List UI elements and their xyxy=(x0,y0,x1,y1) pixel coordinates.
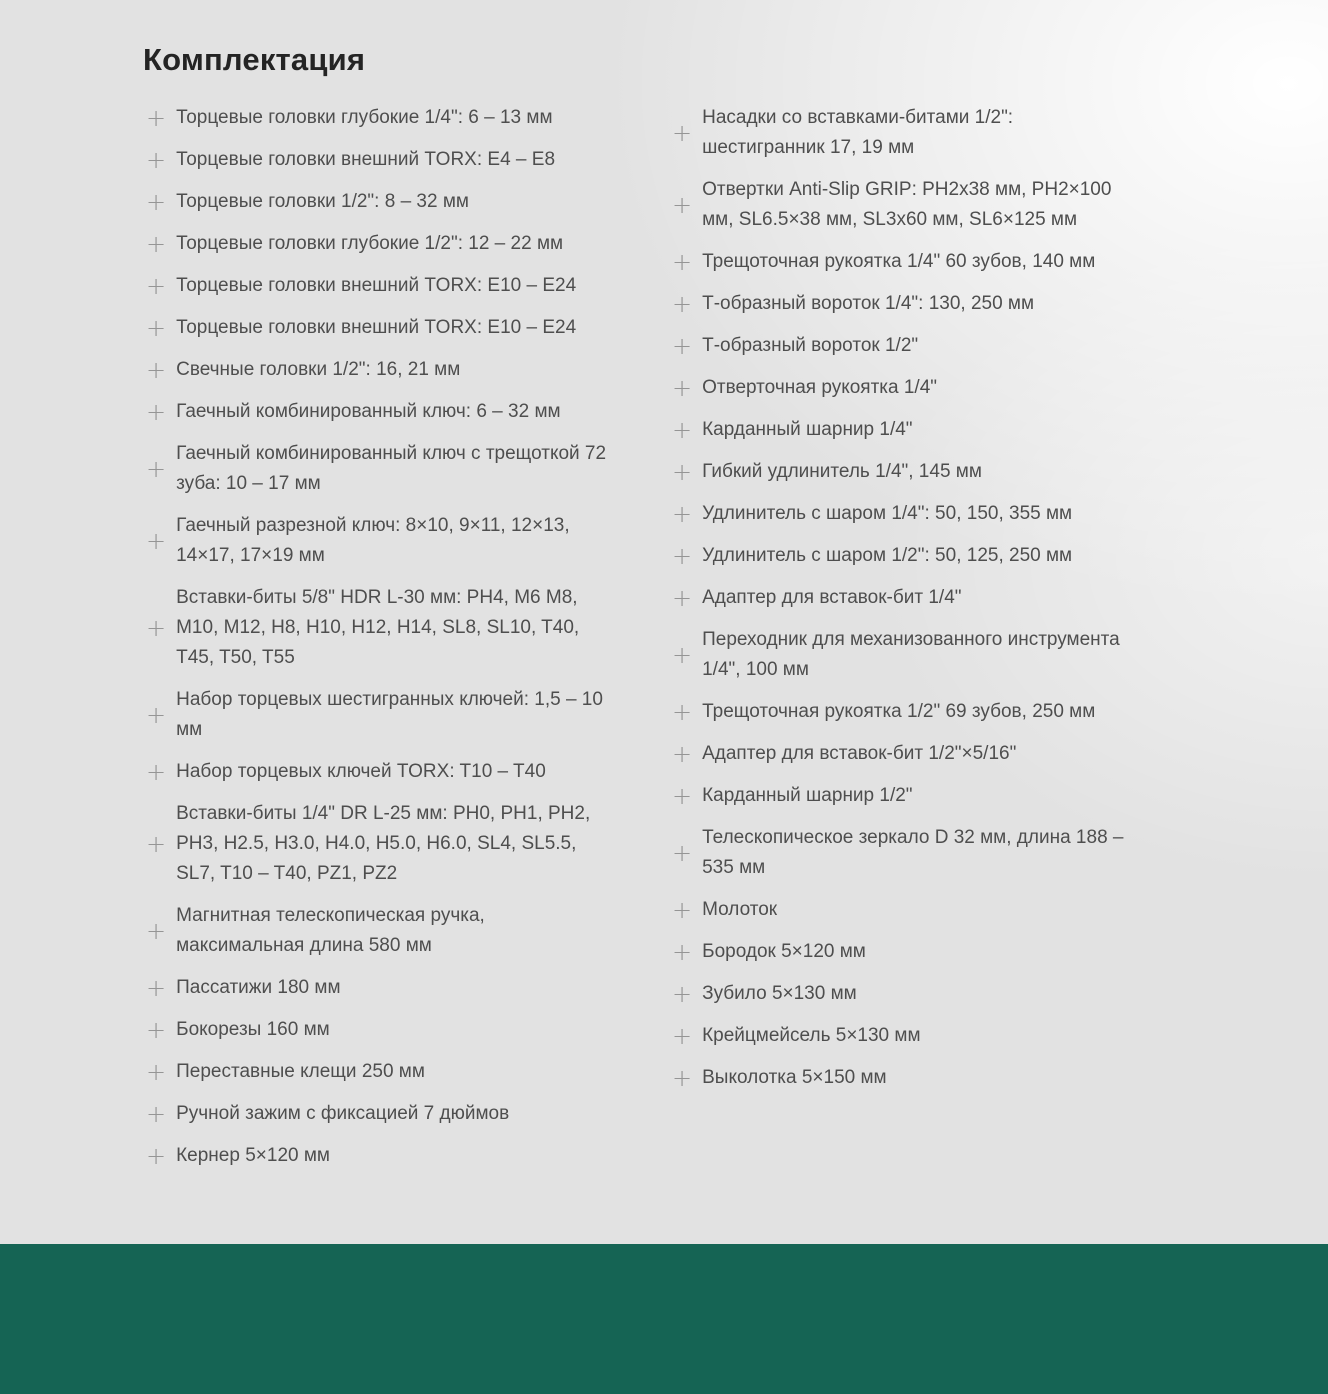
list-item-text: Свечные головки 1/2": 16, 21 мм xyxy=(176,359,461,380)
list-item-text: Удлинитель с шаром 1/2": 50, 125, 250 мм xyxy=(702,545,1073,566)
list-item xyxy=(146,1099,616,1129)
plus-icon: + xyxy=(146,614,167,642)
plus-icon: + xyxy=(146,356,167,384)
list-item xyxy=(672,823,1142,883)
list-item-text: Крейцмейсель 5×130 мм xyxy=(702,1025,921,1046)
list-item xyxy=(146,145,616,175)
list-item xyxy=(672,1021,1142,1051)
list-item-text: Торцевые головки внешний TORX: E10 – E24 xyxy=(176,275,577,296)
list-item xyxy=(146,103,616,133)
equipment-column-right xyxy=(672,103,1142,1093)
plus-icon: + xyxy=(146,701,167,729)
list-item-text: Пассатижи 180 мм xyxy=(176,977,341,998)
plus-icon: + xyxy=(672,248,693,276)
list-item-text: Гаечный комбинированный ключ: 6 – 32 мм xyxy=(176,401,561,422)
plus-icon: + xyxy=(672,980,693,1008)
plus-icon: + xyxy=(146,398,167,426)
list-item xyxy=(672,373,1142,403)
list-item xyxy=(672,583,1142,613)
list-item-text: Выколотка 5×150 мм xyxy=(702,1067,887,1088)
list-item-text: Карданный шарнир 1/2" xyxy=(702,785,913,806)
plus-icon: + xyxy=(672,191,693,219)
list-item-text: Торцевые головки глубокие 1/2": 12 – 22 мм xyxy=(176,233,564,254)
plus-icon: + xyxy=(672,698,693,726)
equipment-column-left xyxy=(146,103,616,1171)
plus-icon: + xyxy=(146,1142,167,1170)
list-item xyxy=(146,229,616,259)
list-item-text: Гаечный разрезной ключ: 8×10, 9×11, 12×13, 14×17, 17×19 мм xyxy=(176,515,570,566)
list-item-text: Набор торцевых ключей TORX: T10 – T40 xyxy=(176,761,546,782)
plus-icon: + xyxy=(146,1100,167,1128)
list-item xyxy=(146,1015,616,1045)
list-item xyxy=(672,331,1142,361)
list-item-text: Торцевые головки 1/2": 8 – 32 мм xyxy=(176,191,469,212)
list-item-text: Гибкий удлинитель 1/4", 145 мм xyxy=(702,461,982,482)
plus-icon: + xyxy=(672,641,693,669)
list-item-text: Вставки-биты 5/8" HDR L-30 мм: PH4, M6 M8, M10, M12, H8, H10, H12, H14, SL8, SL10, T40, T45, T50, T55 xyxy=(176,587,580,668)
list-item-text: Адаптер для вставок-бит 1/2"×5/16" xyxy=(702,743,1017,764)
list-item-text: Карданный шарнир 1/4" xyxy=(702,419,913,440)
list-item-text: Трещоточная рукоятка 1/2" 69 зубов, 250 мм xyxy=(702,701,1096,722)
plus-icon: + xyxy=(672,374,693,402)
list-item xyxy=(146,799,616,889)
equipment-columns xyxy=(0,78,1328,1171)
plus-icon: + xyxy=(672,416,693,444)
list-item xyxy=(146,583,616,673)
list-item xyxy=(672,175,1142,235)
list-item xyxy=(146,1057,616,1087)
list-item xyxy=(672,289,1142,319)
list-item-text: Удлинитель с шаром 1/4": 50, 150, 355 мм xyxy=(702,503,1073,524)
list-item-text: Кернер 5×120 мм xyxy=(176,1145,330,1166)
plus-icon: + xyxy=(672,1022,693,1050)
plus-icon: + xyxy=(672,782,693,810)
list-item xyxy=(672,739,1142,769)
list-item-text: Молоток xyxy=(702,899,778,920)
plus-icon: + xyxy=(146,974,167,1002)
list-item-text: Отверточная рукоятка 1/4" xyxy=(702,377,938,398)
list-item-text: Адаптер для вставок-бит 1/4" xyxy=(702,587,962,608)
list-item xyxy=(672,499,1142,529)
list-item-text: Зубило 5×130 мм xyxy=(702,983,857,1004)
plus-icon: + xyxy=(672,584,693,612)
list-item xyxy=(146,685,616,745)
list-item xyxy=(672,1063,1142,1093)
list-item xyxy=(672,937,1142,967)
plus-icon: + xyxy=(146,146,167,174)
plus-icon: + xyxy=(146,917,167,945)
list-item xyxy=(146,355,616,385)
list-item-text: Телескопическое зеркало D 32 мм, длина 188 – 535 мм xyxy=(702,827,1124,878)
plus-icon: + xyxy=(146,527,167,555)
plus-icon: + xyxy=(146,1058,167,1086)
plus-icon: + xyxy=(672,896,693,924)
list-item-text: Насадки со вставками-битами 1/2": шестигранник 17, 19 мм xyxy=(702,107,1014,158)
list-item xyxy=(672,541,1142,571)
list-item-text: Гаечный комбинированный ключ с трещоткой 72 зуба: 10 – 17 мм xyxy=(176,443,607,494)
plus-icon: + xyxy=(672,290,693,318)
list-item xyxy=(146,397,616,427)
plus-icon: + xyxy=(672,938,693,966)
list-item xyxy=(146,187,616,217)
list-item xyxy=(672,979,1142,1009)
list-item-text: Набор торцевых шестигранных ключей: 1,5 – 10 мм xyxy=(176,689,603,740)
list-item xyxy=(146,973,616,1003)
plus-icon: + xyxy=(146,455,167,483)
plus-icon: + xyxy=(146,1016,167,1044)
list-item xyxy=(672,103,1142,163)
list-item xyxy=(146,313,616,343)
plus-icon: + xyxy=(146,314,167,342)
plus-icon: + xyxy=(146,188,167,216)
list-item-text: Бокорезы 160 мм xyxy=(176,1019,330,1040)
list-item xyxy=(672,895,1142,925)
plus-icon: + xyxy=(672,332,693,360)
list-item xyxy=(146,511,616,571)
list-item xyxy=(672,415,1142,445)
list-item xyxy=(146,439,616,499)
plus-icon: + xyxy=(672,458,693,486)
plus-icon: + xyxy=(146,272,167,300)
plus-icon: + xyxy=(146,758,167,786)
list-item-text: Переставные клещи 250 мм xyxy=(176,1061,425,1082)
list-item-text: Т-образный вороток 1/4": 130, 250 мм xyxy=(702,293,1035,314)
list-item xyxy=(146,1141,616,1171)
list-item xyxy=(672,781,1142,811)
plus-icon: + xyxy=(672,740,693,768)
list-item xyxy=(672,247,1142,277)
list-item xyxy=(672,457,1142,487)
list-item xyxy=(146,757,616,787)
list-item xyxy=(146,901,616,961)
list-item-text: Переходник для механизованного инструмента 1/4", 100 мм xyxy=(702,629,1120,680)
list-item-text: Торцевые головки внешний TORX: E4 – E8 xyxy=(176,149,556,170)
plus-icon: + xyxy=(146,830,167,858)
plus-icon: + xyxy=(672,119,693,147)
list-item-text: Бородок 5×120 мм xyxy=(702,941,866,962)
plus-icon: + xyxy=(146,104,167,132)
plus-icon: + xyxy=(672,1064,693,1092)
list-item xyxy=(672,697,1142,727)
footer-band xyxy=(0,1244,1328,1394)
section-title: Комплектация xyxy=(143,42,366,77)
list-item-text: Торцевые головки глубокие 1/4": 6 – 13 мм xyxy=(176,107,553,128)
plus-icon: + xyxy=(672,839,693,867)
list-item-text: Т-образный вороток 1/2" xyxy=(702,335,919,356)
list-item xyxy=(146,271,616,301)
list-item xyxy=(672,625,1142,685)
list-item-text: Вставки-биты 1/4" DR L-25 мм: PH0, PH1, PH2, PH3, H2.5, H3.0, H4.0, H5.0, H6.0, SL4, SL5.5, SL7, T10 – T40, PZ1, PZ2 xyxy=(176,803,591,884)
list-item-text: Трещоточная рукоятка 1/4" 60 зубов, 140 мм xyxy=(702,251,1096,272)
plus-icon: + xyxy=(672,500,693,528)
plus-icon: + xyxy=(146,230,167,258)
plus-icon: + xyxy=(672,542,693,570)
list-item-text: Ручной зажим с фиксацией 7 дюймов xyxy=(176,1103,510,1124)
list-item-text: Торцевые головки внешний TORX: E10 – E24 xyxy=(176,317,577,338)
list-item-text: Отвертки Anti-Slip GRIP: PH2x38 мм, PH2×100 мм, SL6.5×38 мм, SL3x60 мм, SL6×125 мм xyxy=(702,179,1112,230)
list-item-text: Магнитная телескопическая ручка, максимальная длина 580 мм xyxy=(176,905,485,956)
